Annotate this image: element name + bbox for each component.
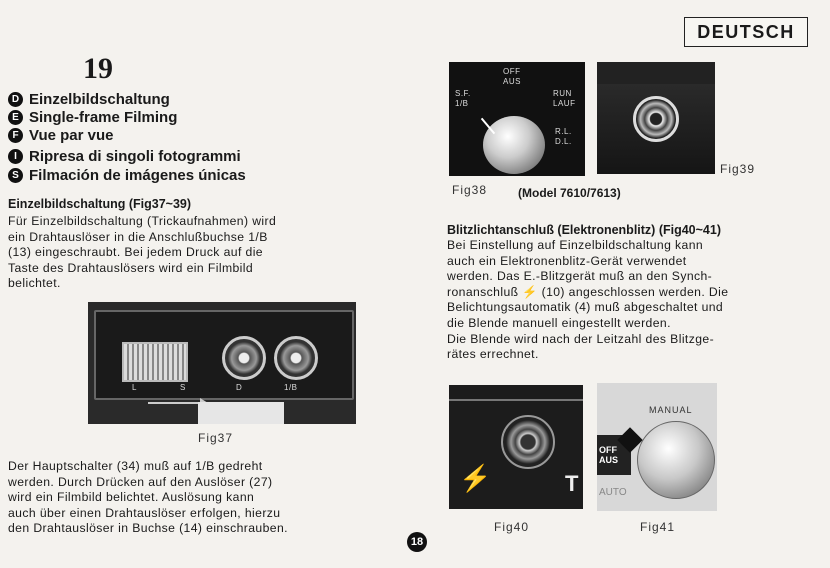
section1-line: (13) eingeschraubt. Bei jedem Druck auf die: [8, 245, 263, 260]
sync-socket: [501, 415, 555, 469]
fig37-label: S: [180, 383, 186, 392]
section2-text: [8, 459, 393, 537]
badge-f: F: [8, 128, 23, 143]
section2-line: werden. Durch Drücken auf den Auslöser (27): [8, 474, 273, 489]
language-badge: DEUTSCH: [684, 17, 808, 47]
language-title-it: [8, 147, 241, 165]
aperture-knob: [637, 421, 715, 499]
badge-i: I: [8, 149, 23, 164]
section3-line: Belichtungsautomatik (4) muß abgeschaltet und: [447, 300, 724, 315]
fig39-caption: Fig39: [720, 162, 756, 176]
switch-dial: [122, 342, 188, 382]
fig41-photo: [597, 383, 717, 511]
section3-line: auch ein Elektronenblitz-Gerät verwendet: [447, 253, 687, 268]
fig38-model: (Model 7610/7613): [518, 186, 621, 200]
fig41-label: AUTO: [599, 487, 627, 498]
section3-line: rätes errechnet.: [447, 347, 539, 362]
camera-panel: [94, 310, 354, 400]
badge-e: E: [8, 110, 23, 125]
section3-line: werden. Das E.-Blitzgerät muß an den Synch-: [447, 269, 713, 284]
fig39-photo: [597, 62, 715, 174]
fig40-caption: Fig40: [494, 520, 530, 534]
section2-line: den Drahtauslöser in Buchse (14) einschrauben.: [8, 521, 288, 536]
fig38-label: D.L.: [555, 137, 572, 146]
fig41-label: AUS: [599, 455, 619, 465]
fig38-label: R.L.: [555, 127, 572, 136]
fig38-caption: Fig38: [452, 183, 488, 197]
language-title-fr: [8, 126, 113, 144]
flash-icon: ⚡: [459, 463, 492, 493]
fig38-label: S.F.: [455, 89, 471, 98]
fig38-photo: [449, 62, 585, 176]
socket-1b: [274, 336, 318, 380]
title-es: Filmación de imágenes únicas: [29, 166, 246, 184]
section1-text: [8, 214, 388, 292]
section3-line: Die Blende wird nach der Leitzahl des Blitzge-: [447, 331, 715, 346]
section3-heading: Blitzlichtanschluß (Elektronenblitz) (Fig40~41): [447, 223, 721, 237]
section2-line: Der Hauptschalter (34) muß auf 1/B gedreht: [8, 459, 263, 473]
section1-line: ein Drahtauslöser in die Anschlußbuchse 1/B: [8, 229, 268, 244]
socket-d: [222, 336, 266, 380]
camera-bottom: [198, 402, 284, 424]
section3-line: die Blende manuell eingestellt werden.: [447, 315, 671, 330]
fig40-label: T: [565, 471, 579, 496]
fig37-caption: Fig37: [198, 431, 234, 445]
section1-line: belichtet.: [8, 276, 61, 291]
title-fr: Vue par vue: [29, 126, 114, 144]
fig37-photo: [88, 302, 356, 424]
badge-d: D: [8, 92, 23, 107]
footer-page-number: 18: [407, 532, 427, 552]
fig38-label: 1/B: [455, 99, 469, 108]
panel-edge: [449, 399, 583, 401]
arrow-icon: [148, 402, 204, 404]
fig38-label: AUS: [503, 77, 521, 86]
page-number: 19: [83, 52, 113, 85]
section3-line: Bei Einstellung auf Einzelbildschaltung kann: [447, 238, 704, 252]
badge-s: S: [8, 168, 23, 183]
fig40-photo: [449, 385, 583, 509]
fig37-label: D: [236, 383, 243, 392]
title-en: Single-frame Filming: [29, 108, 178, 126]
title-it: Ripresa di singoli fotogrammi: [29, 147, 241, 165]
fig41-caption: Fig41: [640, 520, 676, 534]
mode-knob: [483, 116, 545, 174]
cable-socket: [633, 96, 679, 142]
fig38-label: LAUF: [553, 99, 576, 108]
section2-line: wird ein Filmbild belichtet. Auslösung kann: [8, 490, 255, 505]
language-title-en: [8, 108, 177, 126]
fig41-label: OFF: [599, 445, 617, 455]
fig38-label: RUN: [553, 89, 572, 98]
language-title-es: [8, 166, 246, 184]
section1-heading: Einzelbildschaltung (Fig37~39): [8, 197, 192, 211]
fig37-label: 1/B: [284, 383, 298, 392]
fig37-label: L: [132, 383, 137, 392]
section1-line: Für Einzelbildschaltung (Trickaufnahmen) wird: [8, 214, 277, 228]
section2-line: auch über einen Drahtauslöser erfolgen, hierzu: [8, 505, 281, 520]
section3-line: ronanschluß ⚡ (10) angeschlossen werden. Die: [447, 284, 729, 299]
title-de: Einzelbildschaltung: [29, 90, 170, 108]
fig38-label: OFF: [503, 67, 521, 76]
fig41-label: MANUAL: [649, 405, 693, 415]
language-title-de: [8, 90, 170, 108]
section3-text: [447, 238, 817, 363]
section1-line: Taste des Drahtauslösers wird ein Filmbild: [8, 260, 254, 275]
